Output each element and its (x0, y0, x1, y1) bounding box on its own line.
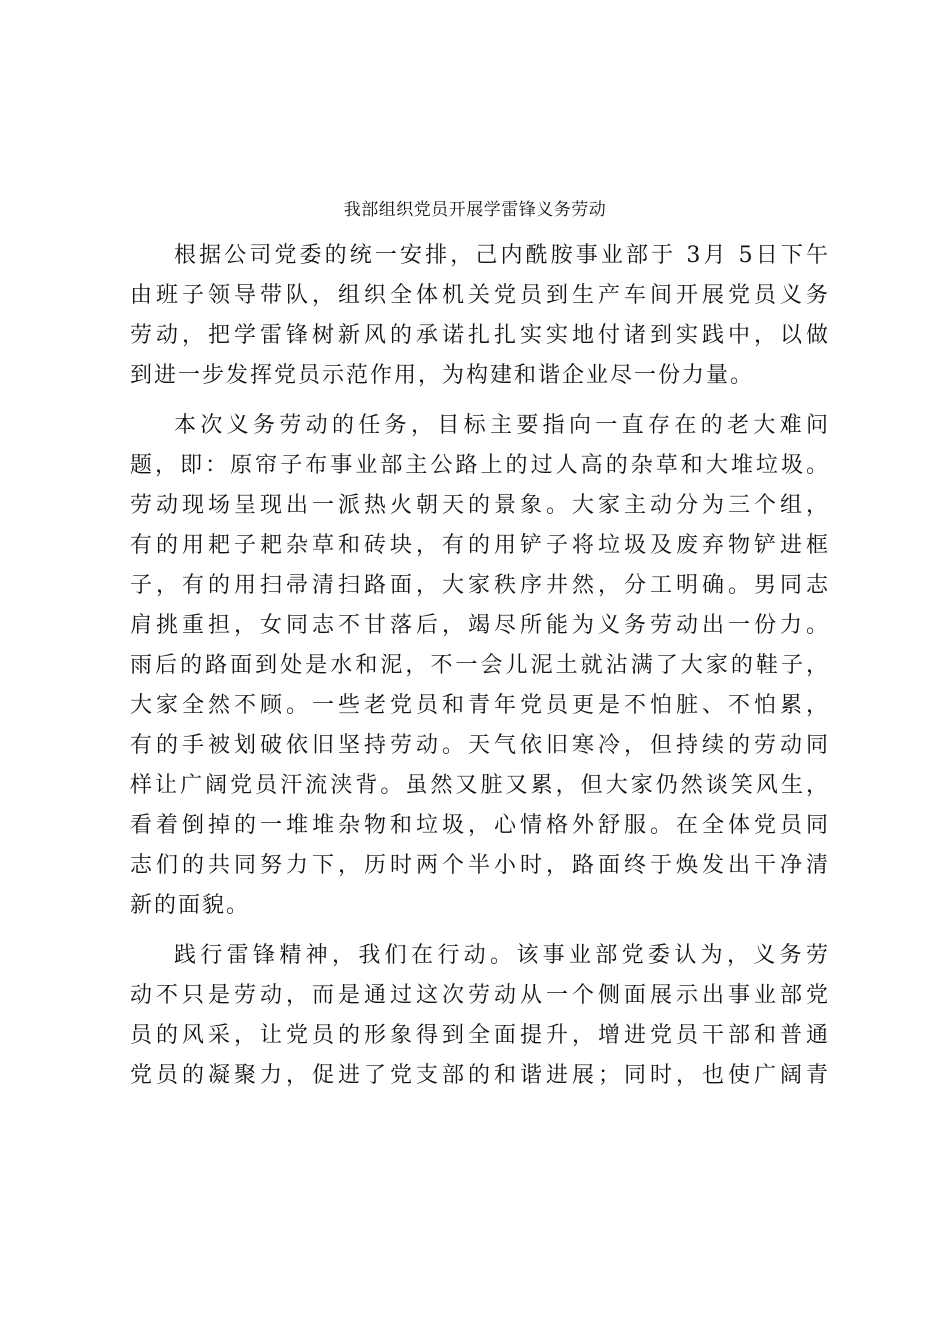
paragraph-2-line-5: 子，有的用扫帚清扫路面，大家秩序井然，分工明确。男同志 (130, 573, 830, 598)
document-title: 我部组织党员开展学雷锋义务劳动 (343, 200, 607, 220)
paragraph-2-line-3: 劳动现场呈现出一派热火朝天的景象。大家主动分为三个组， (130, 493, 830, 518)
paragraph-2-line-1: 本次义务劳动的任务，目标主要指向一直存在的老大难问 (174, 413, 830, 438)
paragraph-2-line-6: 肩挑重担，女同志不甘落后，竭尽所能为义务劳动出一份力。 (130, 613, 830, 638)
paragraph-2-line-8: 大家全然不顾。一些老党员和青年党员更是不怕脏、不怕累， (130, 693, 830, 718)
paragraph-2-line-10: 样让广阔党员汗流浃背。虽然又脏又累，但大家仍然谈笑风生， (130, 773, 830, 798)
paragraph-3-line-3: 员的风采，让党员的形象得到全面提升，增进党员干部和普通 (130, 1023, 830, 1048)
paragraph-2-line-9: 有的手被划破依旧坚持劳动。天气依旧寒冷，但持续的劳动同 (130, 733, 830, 758)
paragraph-2-line-12: 志们的共同努力下，历时两个半小时，路面终于焕发出干净清 (130, 853, 830, 878)
paragraph-2-line-7: 雨后的路面到处是水和泥，不一会儿泥土就沾满了大家的鞋子， (130, 653, 830, 678)
paragraph-1-line-1: 根据公司党委的统一安排，己内酰胺事业部于 3月 5日下午 (174, 243, 830, 268)
paragraph-1-line-3: 劳动，把学雷锋树新风的承诺扎扎实实地付诸到实践中，以做 (130, 323, 830, 348)
paragraph-3-line-4: 党员的凝聚力，促进了党支部的和谐进展；同时，也使广阔青 (130, 1063, 830, 1088)
paragraph-1-line-2: 由班子领导带队，组织全体机关党员到生产车间开展党员义务 (130, 283, 830, 308)
paragraph-3-line-1: 践行雷锋精神，我们在行动。该事业部党委认为，义务劳 (174, 943, 830, 968)
paragraph-3-line-2: 动不只是劳动，而是通过这次劳动从一个侧面展示出事业部党 (130, 983, 830, 1008)
paragraph-2-line-2: 题，即：原帘子布事业部主公路上的过人高的杂草和大堆垃圾。 (130, 453, 830, 478)
paragraph-2-line-11: 看着倒掉的一堆堆杂物和垃圾，心情格外舒服。在全体党员同 (130, 813, 830, 838)
paragraph-1-line-4: 到进一步发挥党员示范作用，为构建和谐企业尽一份力量。 (130, 363, 755, 388)
paragraph-2-line-13: 新的面貌。 (130, 893, 251, 918)
paragraph-2-line-4: 有的用耙子耙杂草和砖块，有的用铲子将垃圾及废弃物铲进框 (130, 533, 830, 558)
